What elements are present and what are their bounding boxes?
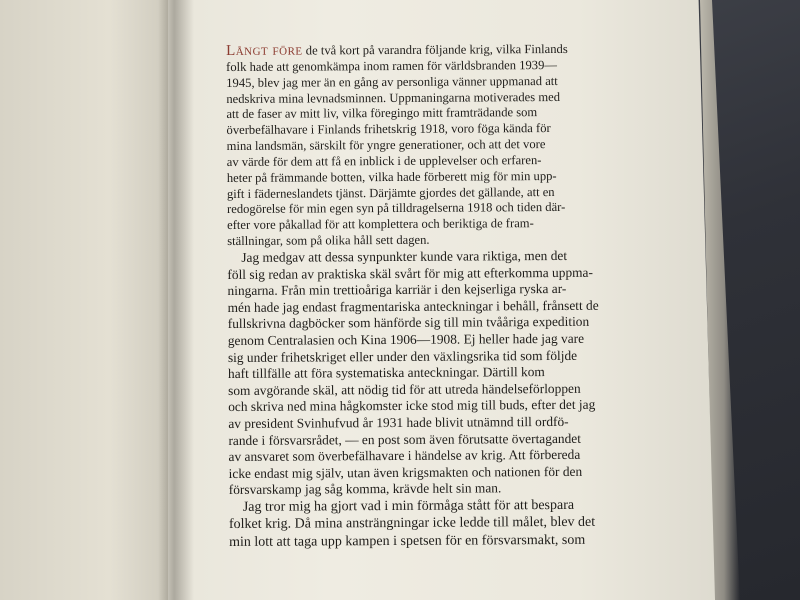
text-line: gift i fäderneslandets tjänst. Därjämte gjordes det gällande, att en (226, 184, 555, 201)
left-book-page (0, 0, 168, 600)
text-line: att de faser av mitt liv, vilka föregingo mitt framträdande som (226, 105, 538, 122)
text-line: heter på främmande botten, vilka hade förberett mig för min upp- (226, 168, 557, 185)
text-line: av ansvaret som överbefälhavare i händelse av krig. Att förbereda (228, 446, 581, 465)
text-line: 1945, blev jag mer än en gång av personliga vänner uppmanad att (226, 73, 558, 90)
text-line: mén hade jag endast fragmentariska anteckningar i behåll, frånsett de (227, 297, 599, 315)
text-line: försvarskamp jag såg komma, krävde helt sin man. (228, 480, 502, 498)
text-line: haft tillfälle att föra systematiska anteckningar. Därtill kom (227, 364, 545, 382)
text-line: rande i försvarsrådet, — en post som även förutsatte övertagandet (228, 430, 581, 448)
text-line: av president Svinhufvud år 1931 hade blivit utnämnd till ordfö- (228, 413, 569, 431)
text-line: Jag medgav att dessa synpunkter kunde vara riktiga, men det (241, 247, 568, 265)
text-line: min lott att taga upp kampen i spetsen för en försvarsmakt, som (228, 532, 586, 550)
text-line: efter vore påkallad för att komplettera och beriktiga de fram- (227, 216, 534, 233)
text-line: icke endast mig själv, utan även krigsmakten och nationen för den (228, 463, 583, 481)
text-line: nedskriva mina levnadsminnen. Uppmaningarna motiverades med (226, 89, 561, 106)
text-line: mina landsmän, särskilt för yngre generationer, och att det vore (226, 137, 546, 154)
opening-small-caps: Långt före (225, 42, 303, 59)
page-text (226, 41, 659, 551)
text-line: redogörelse för min egen syn på tilldragelserna 1918 och tiden där- (226, 200, 566, 217)
text-line: genom Centralasien och Kina 1906—1908. Ej heller hade jag vare (227, 330, 585, 348)
text-line: föll sig redan av praktiska skäl svårt för mig att efterkomma uppma- (227, 264, 593, 282)
text-line: sig under frihetskriget eller under den växlingsrika tid som följde (227, 347, 578, 365)
text-line: folket krig. Då mina ansträngningar icke ledde till målet, blev det (228, 515, 596, 533)
text-line: folk hade att genomkämpa inom ramen för världsbranden 1939— (226, 57, 558, 74)
text-line: som avgörande skäl, att nödig tid för att utreda händelseförloppen (228, 380, 581, 398)
book-gutter-shadow (158, 0, 194, 600)
text-line: ningarna. Från min trettioåriga karriär i den kejserliga ryska ar- (227, 281, 567, 299)
text-line: fullskrivna dagböcker som hänförde sig till min tvååriga expedition (227, 314, 590, 332)
text-line: ställningar, som på olika håll sett dagen. (227, 232, 430, 249)
text-line: Jag tror mig ha gjort vad i min förmåga stått för att bespara (242, 497, 575, 515)
text-line-content: de två kort på varandra följande krig, vilka Finlands (302, 41, 568, 58)
text-line: överbefälhavare i Finlands frihetskrig 1918, voro föga kända för (226, 121, 551, 138)
text-line: och skriva ned mina hågkomster icke stod mig till buds, efter det jag (228, 397, 596, 415)
text-line: av värde för dem att få en inblick i de upplevelser och erfaren- (226, 152, 542, 169)
